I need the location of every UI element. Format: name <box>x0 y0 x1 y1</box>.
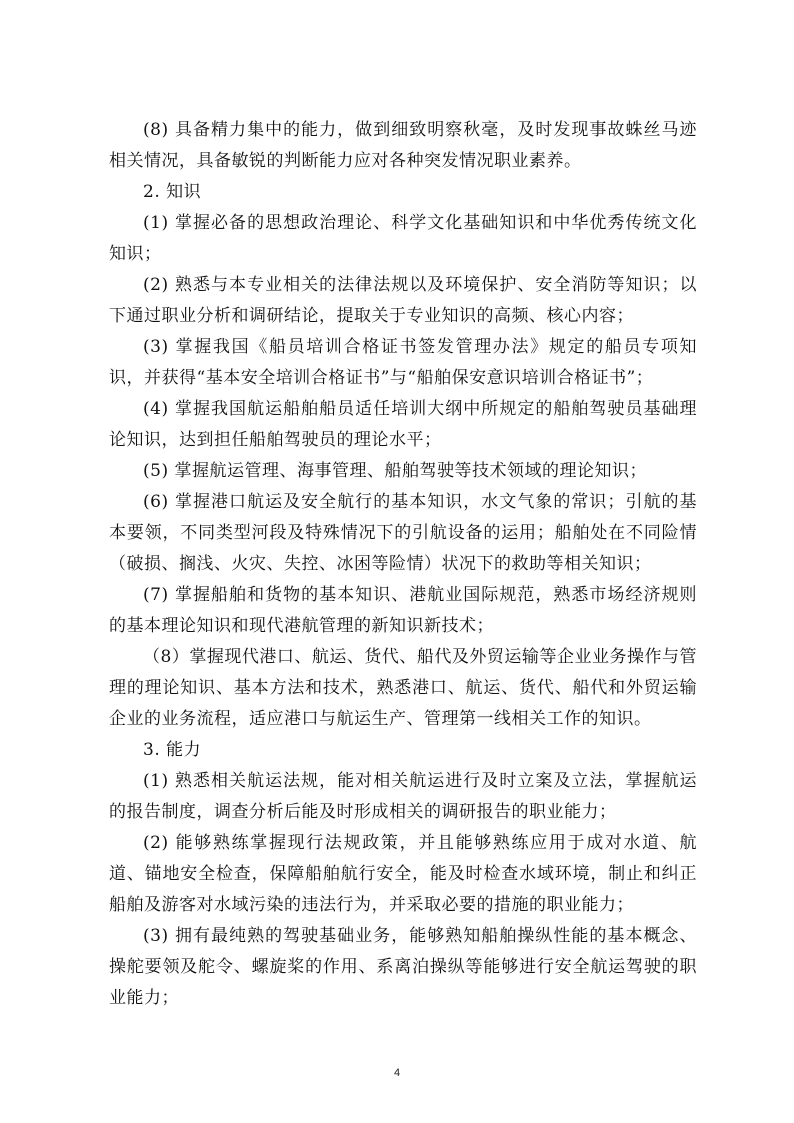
paragraph-knowledge-1: (1) 掌握必备的思想政治理论、科学文化基础知识和中华优秀传统文化知识； <box>109 213 697 264</box>
paragraph-knowledge-4: (4) 掌握我国航运船舶船员适任培训大纲中所规定的船舶驾驶员基础理论知识，达到担任船舶驾驶员的理论水平； <box>109 399 697 450</box>
paragraph-knowledge-7: (7) 掌握船舶和货物的基本知识、港航业国际规范，熟悉市场经济规则的基本理论知识和现代港航管理的新知识新技术； <box>109 585 697 636</box>
paragraph-ability-3: (3) 拥有最纯熟的驾驶基础业务，能够熟知船舶操纵性能的基本概念、操舵要领及舵令、螺旋桨的作用、系离泊操纵等能够进行安全航运驾驶的职业能力； <box>109 926 697 1008</box>
paragraph-ability-8: (8) 具备精力集中的能力，做到细致明察秋毫，及时发现事故蛛丝马迹相关情况，具备敏锐的判断能力应对各种突发情况职业素养。 <box>109 120 697 171</box>
paragraph-ability-2: (2) 能够熟练掌握现行法规政策，并且能够熟练应用于成对水道、航道、锚地安全检查，保障船舶航行安全，能及时检查水域环境，制止和纠正船舶及游客对水域污染的违法行为，并采取必要的措施的职业能力； <box>109 833 697 915</box>
paragraph-knowledge-3: (3) 掌握我国《船员培训合格证书签发管理办法》规定的船员专项知识，并获得“基本安全培训合格证书”与“船舶保安意识培训合格证书”； <box>109 337 697 388</box>
section-heading-ability: 3. 能力 <box>143 740 202 760</box>
page-number: 4 <box>393 1067 401 1079</box>
section-heading-knowledge: 2. 知识 <box>143 182 202 202</box>
document-body <box>109 115 697 1014</box>
paragraph-knowledge-6: (6) 掌握港口航运及安全航行的基本知识，水文气象的常识；引航的基本要领，不同类型河段及特殊情况下的引航设备的运用；船舶处在不同险情（破损、搁浅、火灾、失控、冰困等险情）状况下的救助等相关知识； <box>109 492 697 574</box>
paragraph-knowledge-8: （8）掌握现代港口、航运、货代、船代及外贸运输等企业业务操作与管理的理论知识、基本方法和技术，熟悉港口、航运、货代、船代和外贸运输企业的业务流程，适应港口与航运生产、管理第一线相关工作的知识。 <box>109 647 697 729</box>
paragraph-knowledge-2: (2) 熟悉与本专业相关的法律法规以及环境保护、安全消防等知识；以下通过职业分析和调研结论，提取关于专业知识的高频、核心内容； <box>109 275 697 326</box>
paragraph-ability-1: (1) 熟悉相关航运法规，能对相关航运进行及时立案及立法，掌握航运的报告制度，调查分析后能及时形成相关的调研报告的职业能力； <box>109 771 697 822</box>
paragraph-knowledge-5: (5) 掌握航运管理、海事管理、船舶驾驶等技术领域的理论知识； <box>143 461 647 481</box>
